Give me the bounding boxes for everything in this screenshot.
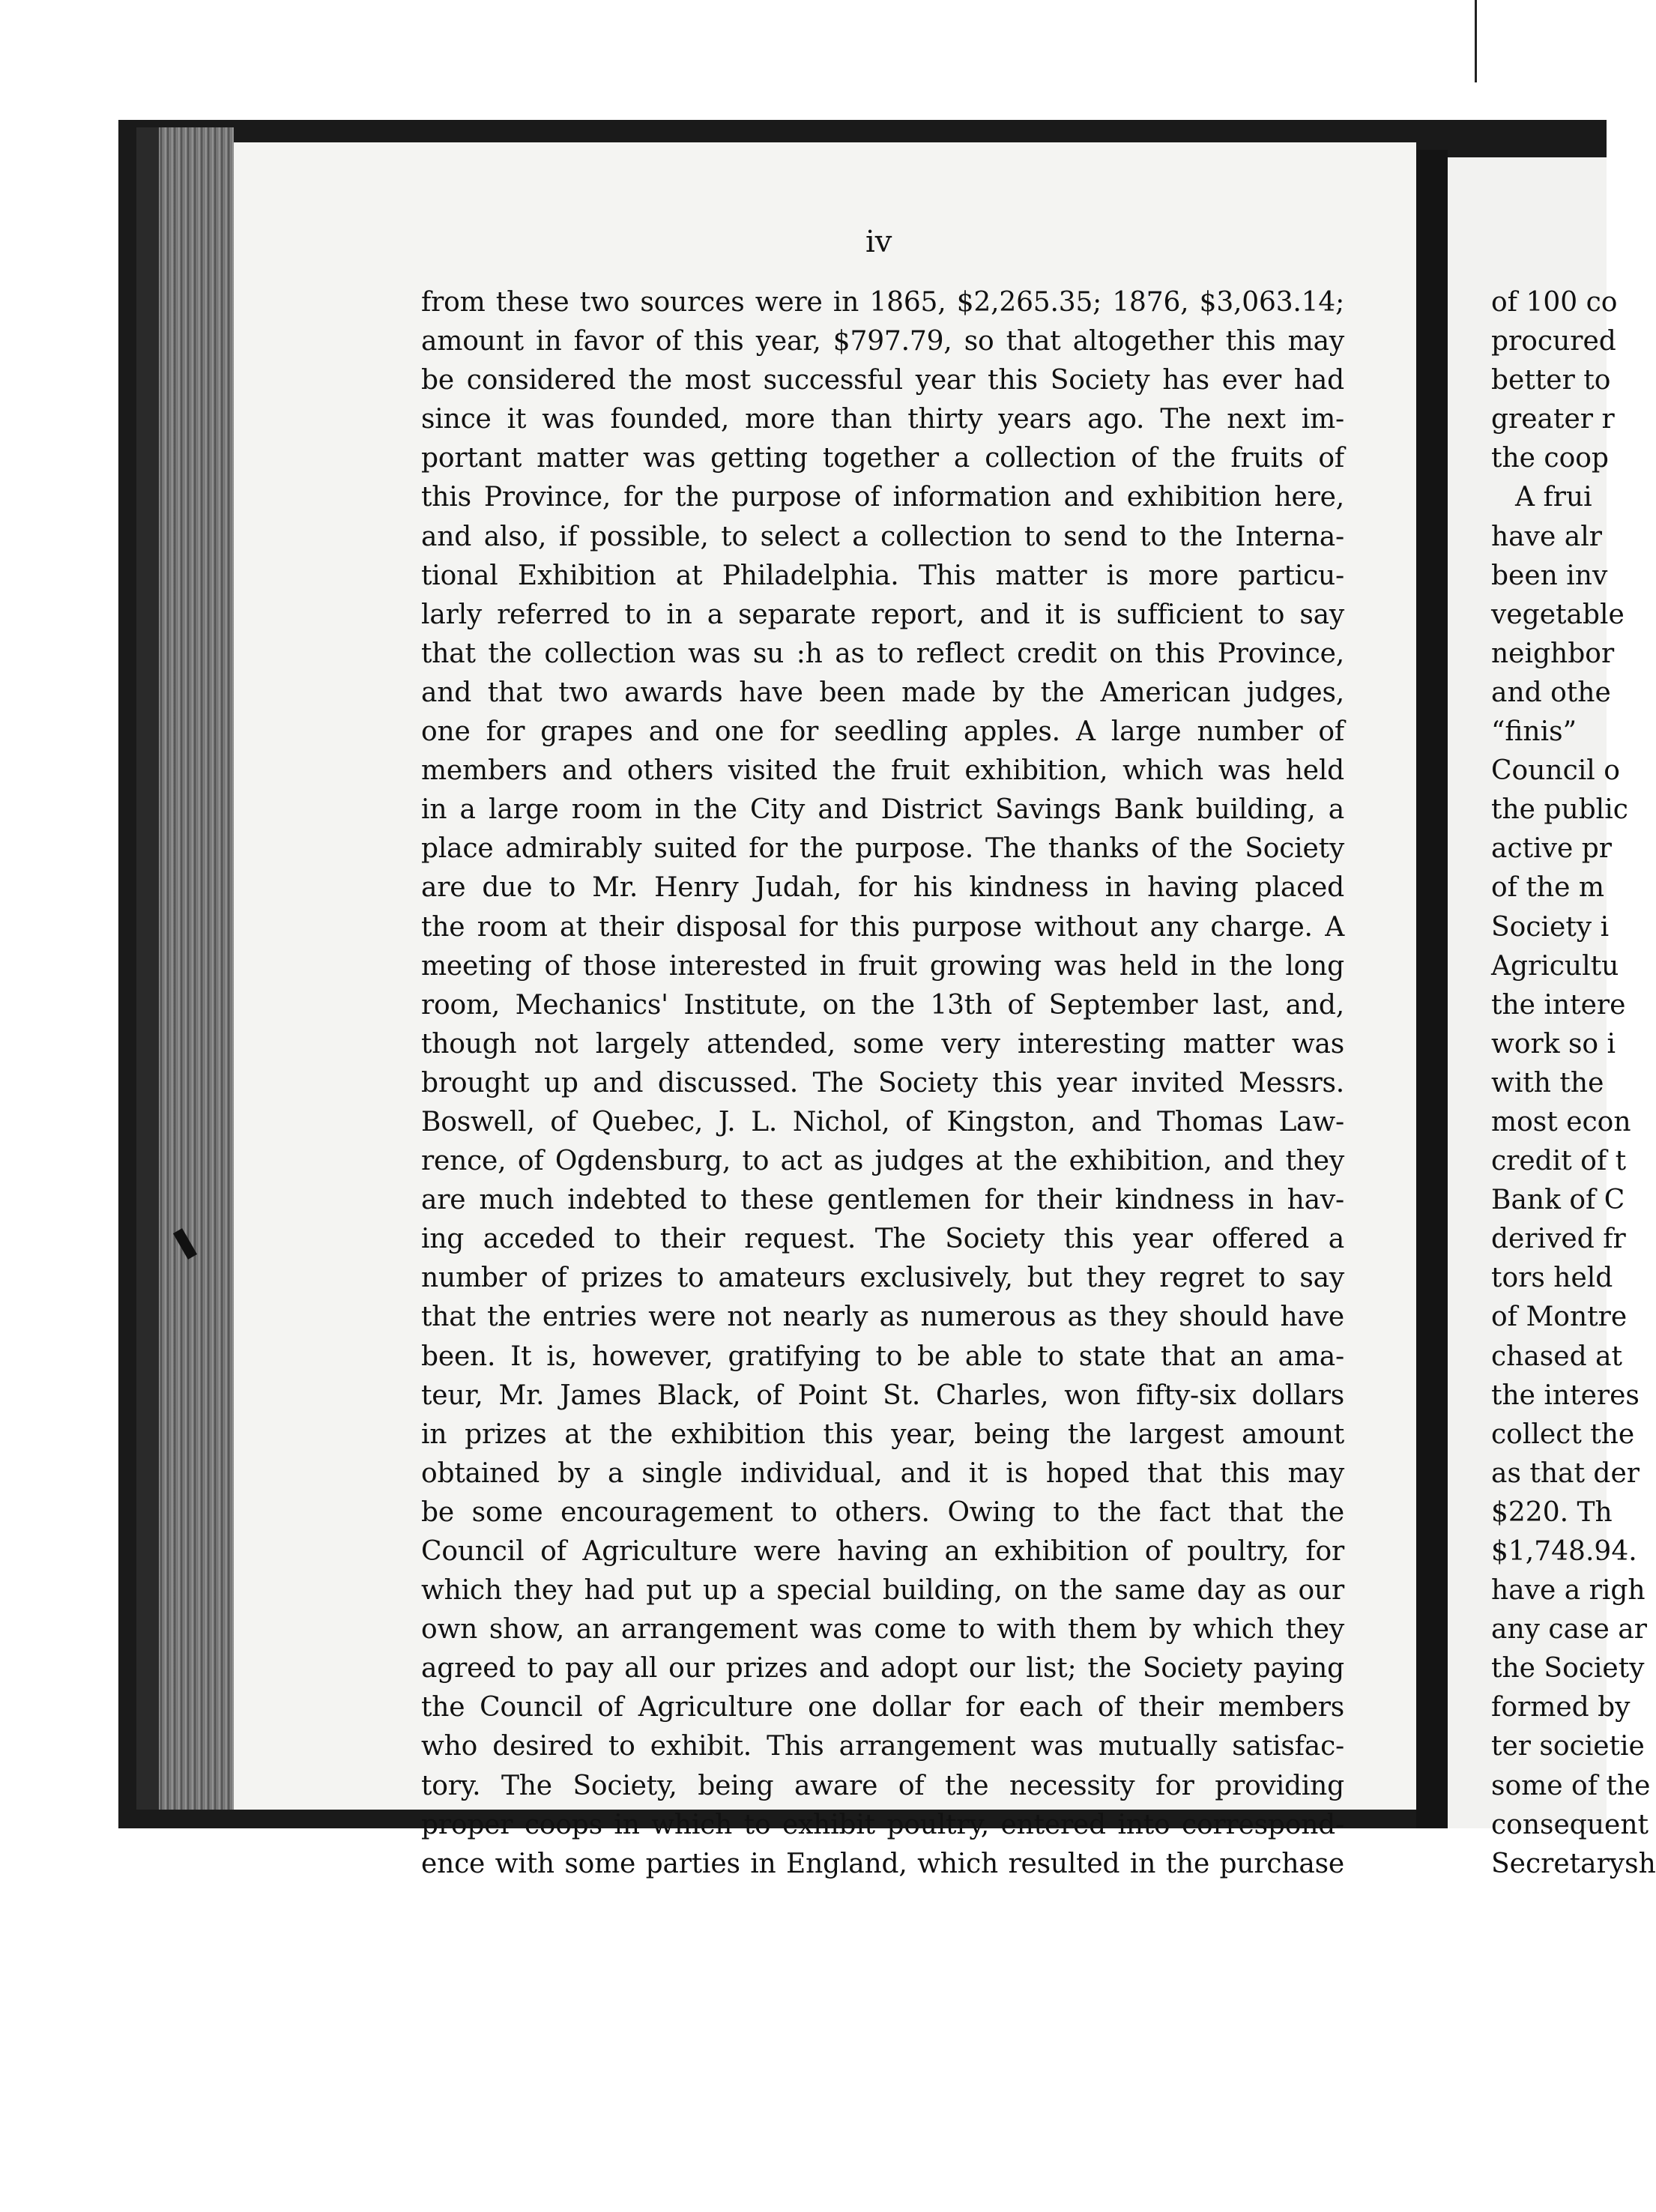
text-line: any case ar — [1491, 1614, 1647, 1646]
text-line: some of the — [1491, 1770, 1651, 1801]
text-line: of the m — [1491, 872, 1604, 904]
text-line: which they had put up a special building, on the same day as our — [421, 1575, 1344, 1607]
text-line: as that der — [1491, 1457, 1640, 1489]
text-line: been inv — [1491, 560, 1608, 591]
right-page-text — [1491, 283, 1656, 1884]
text-line: number of prizes to amateurs exclusively, but they regret to say — [421, 1263, 1344, 1294]
text-line: the Council of Agriculture one dollar for each of their members — [421, 1692, 1344, 1723]
text-line: have alr — [1491, 521, 1602, 552]
text-line: Secretarysh — [1491, 1848, 1656, 1879]
text-line: and also, if possible, to select a collection to send to the Interna- — [421, 521, 1344, 552]
text-line: greater r — [1491, 404, 1615, 435]
text-line: have a righ — [1491, 1575, 1646, 1607]
text-line: Agricultu — [1491, 950, 1619, 982]
text-line: proper coops in which to exhibit poultry, entered into correspond- — [421, 1809, 1344, 1840]
text-line: neighbor — [1491, 638, 1615, 669]
text-line: be considered the most successful year this Society has ever had — [421, 365, 1344, 396]
text-line: the coop — [1491, 443, 1609, 474]
text-line: ence with some parties in England, which resulted in the purchase — [421, 1848, 1344, 1879]
text-line: who desired to exhibit. This arrangement was mutually satisfac- — [421, 1731, 1344, 1762]
text-line: Council o — [1491, 755, 1620, 787]
text-line: of Montre — [1491, 1302, 1628, 1333]
text-line: credit of t — [1491, 1146, 1627, 1177]
text-line: work so i — [1491, 1028, 1616, 1060]
text-line: place admirably suited for the purpose. The thanks of the Society — [421, 833, 1344, 865]
film-mark — [1475, 0, 1477, 82]
text-line: are much indebted to these gentlemen for their kindness in hav- — [421, 1185, 1344, 1216]
text-line: in prizes at the exhibition this year, being the largest amount — [421, 1418, 1344, 1450]
text-line: A frui — [1515, 482, 1592, 513]
text-line: Bank of C — [1491, 1185, 1625, 1216]
page-number: iv — [865, 225, 892, 259]
text-line: the Society — [1491, 1653, 1645, 1684]
text-line: $220. Th — [1491, 1496, 1613, 1528]
text-line: collect the — [1491, 1418, 1635, 1450]
text-line: be some encouragement to others. Owing to the fact that the — [421, 1496, 1344, 1528]
text-line: most econ — [1491, 1106, 1631, 1137]
text-line: Council of Agriculture were having an exhibition of poultry, for — [421, 1536, 1344, 1567]
text-line: with the — [1491, 1067, 1604, 1099]
text-line: been. It is, however, gratifying to be able to state that an ama- — [421, 1341, 1344, 1372]
text-line: tory. The Society, being aware of the necessity for providing — [421, 1770, 1344, 1801]
text-line: active pr — [1491, 833, 1612, 865]
text-line: formed by — [1491, 1692, 1631, 1723]
text-line: meeting of those interested in fruit growing was held in the long — [421, 950, 1344, 982]
text-line: of 100 co — [1491, 287, 1618, 318]
text-line: obtained by a single individual, and it is hoped that this may — [421, 1457, 1344, 1489]
text-line: the public — [1491, 794, 1628, 826]
text-line: that the entries were not nearly as numerous as they should have — [421, 1302, 1344, 1333]
text-line: Society i — [1491, 911, 1610, 943]
text-line: this Province, for the purpose of information and exhibition here, — [421, 482, 1344, 513]
text-line: vegetable — [1491, 599, 1625, 630]
text-line: the intere — [1491, 989, 1626, 1021]
text-line: “finis” — [1491, 716, 1577, 748]
text-line: that the collection was su :h as to reflect credit on this Province, — [421, 638, 1344, 669]
text-line: $1,748.94. — [1491, 1536, 1637, 1567]
text-line: derived fr — [1491, 1224, 1626, 1255]
text-line: one for grapes and one for seedling apples. A large number of — [421, 716, 1344, 748]
text-line: tors held — [1491, 1263, 1613, 1294]
text-line: own show, an arrangement was come to with them by which they — [421, 1614, 1344, 1646]
text-line: though not largely attended, some very interesting matter was — [421, 1028, 1344, 1060]
text-line: ter societie — [1491, 1731, 1645, 1762]
text-line: better to — [1491, 365, 1611, 396]
text-line: and othe — [1491, 677, 1611, 708]
text-line: from these two sources were in 1865, $2,265.35; 1876, $3,063.14; — [421, 287, 1344, 318]
text-line: in a large room in the City and District Savings Bank building, a — [421, 794, 1344, 826]
text-line: are due to Mr. Henry Judah, for his kindness in having placed — [421, 872, 1344, 904]
text-line: ing acceded to their request. The Society this year offered a — [421, 1224, 1344, 1255]
text-line: since it was founded, more than thirty years ago. The next im- — [421, 404, 1344, 435]
text-line: procured — [1491, 326, 1616, 357]
text-line: portant matter was getting together a collection of the fruits of — [421, 443, 1344, 474]
text-line: larly referred to in a separate report, and it is sufficient to say — [421, 599, 1344, 630]
text-line: the interes — [1491, 1380, 1640, 1411]
text-line: amount in favor of this year, $797.79, so that altogether this may — [421, 326, 1344, 357]
book-gutter — [1416, 150, 1448, 1828]
text-line: room, Mechanics' Institute, on the 13th of September last, and, — [421, 989, 1344, 1021]
text-line: teur, Mr. James Black, of Point St. Charles, won fifty-six dollars — [421, 1380, 1344, 1411]
book-cover-edge — [136, 127, 159, 1810]
text-line: and that two awards have been made by the American judges, — [421, 677, 1344, 708]
text-line: members and others visited the fruit exhibition, which was held — [421, 755, 1344, 787]
left-page-text — [421, 283, 1344, 1884]
text-line: tional Exhibition at Philadelphia. This matter is more particu- — [421, 560, 1344, 591]
text-line: the room at their disposal for this purpose without any charge. A — [421, 911, 1344, 943]
text-line: Boswell, of Quebec, J. L. Nichol, of Kingston, and Thomas Law- — [421, 1106, 1344, 1137]
text-line: consequent — [1491, 1809, 1649, 1840]
text-line: brought up and discussed. The Society this year invited Messrs. — [421, 1067, 1344, 1099]
text-line: agreed to pay all our prizes and adopt our list; the Society paying — [421, 1653, 1344, 1684]
text-line: rence, of Ogdensburg, to act as judges at the exhibition, and they — [421, 1146, 1344, 1177]
text-line: chased at — [1491, 1341, 1623, 1372]
